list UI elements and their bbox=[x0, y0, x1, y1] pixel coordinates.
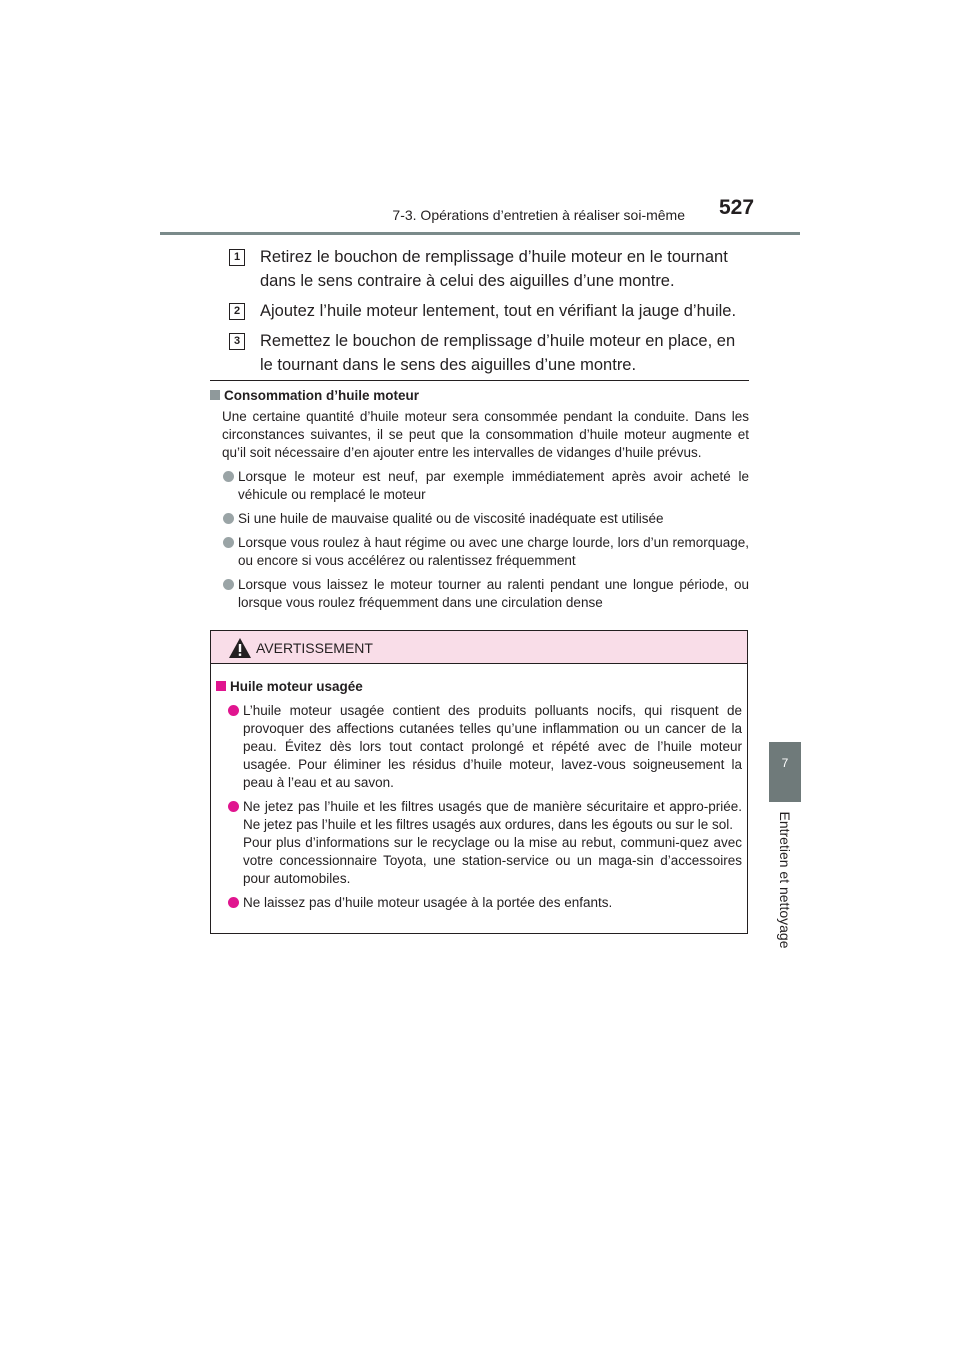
intro-paragraph: Une certaine quantité d’huile moteur sera consommée pendant la conduite. Dans les circonstances suivantes, il se peut que la consommation d’huile moteur augmente et qu’il soit nécessaire d’en ajouter entre les intervalles de vidanges d’huile prévus. bbox=[222, 409, 749, 460]
circle-bullet-icon bbox=[228, 801, 239, 812]
warning-list-item-extra: Pour plus d’informations sur le recyclage ou la mise au rebut, communi-quez avec votre concessionnaire Toyota, une station-service ou un maga-sin d’accessoires pour automobiles. bbox=[243, 835, 742, 886]
step-number-1: 1 bbox=[229, 249, 245, 266]
warning-heading bbox=[216, 678, 742, 696]
warning-list-item bbox=[216, 894, 742, 912]
section-heading-text: Consommation d’huile moteur bbox=[224, 388, 420, 403]
page-number: 527 bbox=[719, 196, 755, 219]
warning-list-item bbox=[216, 798, 742, 888]
list-item bbox=[210, 468, 749, 504]
warning-triangle-icon bbox=[228, 637, 252, 659]
section-title: 7-3. Opérations d’entretien à réaliser soi-même bbox=[392, 207, 685, 223]
square-bullet-icon bbox=[210, 390, 220, 400]
list-item-text: Si une huile de mauvaise qualité ou de viscosité inadéquate est utilisée bbox=[238, 511, 664, 526]
step-number-3: 3 bbox=[229, 333, 245, 350]
circle-bullet-icon bbox=[223, 471, 234, 482]
list-item bbox=[210, 576, 749, 612]
oil-consumption-section bbox=[210, 387, 749, 612]
step-1 bbox=[229, 245, 749, 293]
circle-bullet-icon bbox=[228, 705, 239, 716]
warning-title: AVERTISSEMENT bbox=[256, 640, 373, 656]
step-text-2: Ajoutez l’huile moteur lentement, tout en vérifiant la jauge d’huile. bbox=[260, 302, 737, 320]
header-rule bbox=[160, 232, 800, 235]
circle-bullet-icon bbox=[223, 513, 234, 524]
warning-list-item-text: Ne laissez pas d’huile moteur usagée à la portée des enfants. bbox=[243, 895, 613, 910]
square-bullet-icon bbox=[216, 681, 226, 691]
warning-list-item bbox=[216, 702, 742, 792]
step-3 bbox=[229, 329, 749, 377]
warning-heading-text: Huile moteur usagée bbox=[230, 679, 363, 694]
warning-box bbox=[210, 630, 748, 934]
list-item bbox=[210, 510, 749, 528]
warning-header bbox=[211, 631, 747, 664]
step-number-2: 2 bbox=[229, 303, 245, 320]
list-item-text: Lorsque vous laissez le moteur tourner au ralenti pendant une longue période, ou lorsque vous roulez fréquemment dans une circulation dense bbox=[238, 577, 749, 610]
section-divider bbox=[210, 380, 749, 381]
procedure-steps bbox=[229, 245, 749, 383]
circle-bullet-icon bbox=[223, 579, 234, 590]
circle-bullet-icon bbox=[223, 537, 234, 548]
list-item-text: Lorsque le moteur est neuf, par exemple immédiatement après avoir acheté le véhicule ou remplacé le moteur bbox=[238, 469, 749, 502]
warning-body bbox=[211, 664, 747, 912]
step-text-1: Retirez le bouchon de remplissage d’huile moteur en le tournant dans le sens contraire à celui des aiguilles d’une montre. bbox=[260, 248, 728, 290]
chapter-tab bbox=[769, 742, 801, 802]
list-item-text: Lorsque vous roulez à haut régime ou avec une charge lourde, lors d’un remorquage, ou encore si vous accélérez ou ralentissez fréquemment bbox=[238, 535, 749, 568]
circle-bullet-icon bbox=[228, 897, 239, 908]
chapter-number: 7 bbox=[781, 756, 789, 770]
list-item bbox=[210, 534, 749, 570]
chapter-label: Entretien et nettoyage bbox=[777, 811, 793, 949]
warning-list-item-text: L’huile moteur usagée contient des produits polluants nocifs, qui risquent de provoquer des affections cutanées telles qu’une inflammation ou un cancer de la peau. Évitez dès lors tout contact prolongé et répété avec de l’huile moteur usagée. Pour éliminer les résidus d’huile moteur, lavez-vous soigneusement la peau à l’eau et au savon. bbox=[243, 703, 742, 790]
warning-list-item-text: Ne jetez pas l’huile et les filtres usagés que de manière sécuritaire et appro-priée. Ne jetez pas l’huile et les filtres usagés aux ordures, dans les égouts ou sur le sol. bbox=[243, 799, 742, 832]
step-2 bbox=[229, 299, 749, 323]
section-heading bbox=[210, 387, 749, 405]
step-text-3: Remettez le bouchon de remplissage d’huile moteur en place, en le tournant dans le sens des aiguilles d’une montre. bbox=[260, 332, 736, 374]
